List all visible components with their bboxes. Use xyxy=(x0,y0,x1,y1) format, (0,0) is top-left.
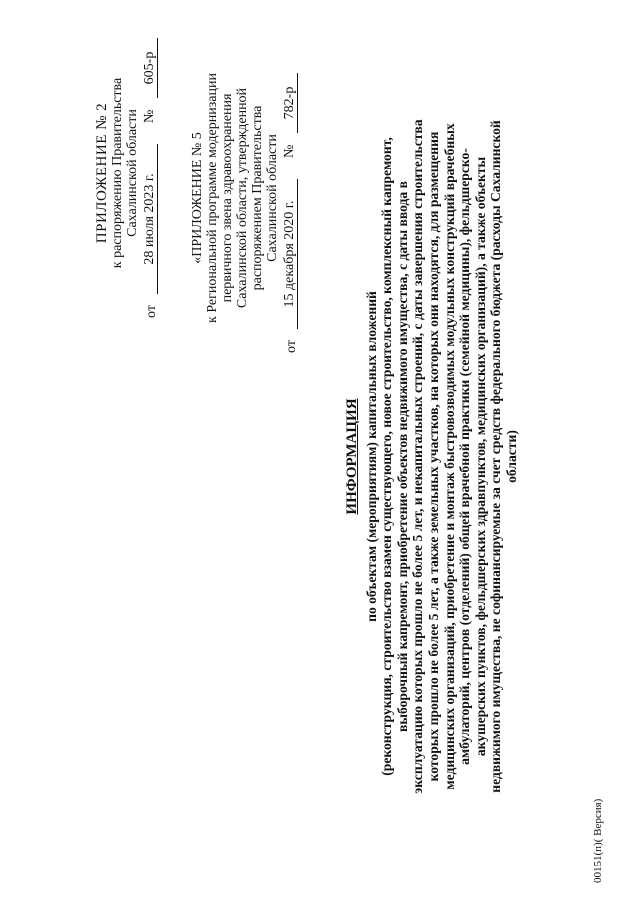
information-block xyxy=(345,0,520,913)
from-label: от xyxy=(144,305,159,318)
information-line: медицинских организаций, приобретение и монтаж быстровозводимых модульных конструкций врачебных xyxy=(441,123,457,790)
appendix-5-line: Сахалинской области, утвержденной xyxy=(235,87,250,309)
appendix-5-signature-row xyxy=(282,43,300,353)
appendix-5-line: первичного звена здравоохранения xyxy=(220,93,235,303)
appendix-2-header xyxy=(95,28,160,318)
information-line: амбулаторий, центров (отделений) общей врачебной практики (семейной медицины), фельдшерско- xyxy=(457,148,473,765)
information-line: (реконструкция, строительство взамен существующего, новое строительство, комплексный капремонт, xyxy=(379,137,395,776)
appendix-5-date: 15 декабря 2020 г. xyxy=(282,179,298,329)
information-line: по объектам (мероприятиям) капитальных вложений xyxy=(363,291,379,622)
appendix-5-line: распоряжением Правительства xyxy=(250,105,265,291)
appendix-2-date: 28 июля 2023 г. xyxy=(142,144,158,294)
appendix-2-title: ПРИЛОЖЕНИЕ № 2 xyxy=(94,102,110,244)
from-label: от xyxy=(284,340,299,353)
information-line: которых прошло не более 5 лет, а также земельных участков, на которых они находятся, для размещения xyxy=(425,131,441,782)
appendix-5-number: 782-р xyxy=(282,73,298,133)
appendix-2-line: к распоряжению Правительства xyxy=(110,77,125,269)
appendix-2-signature-row xyxy=(142,28,160,318)
information-line: области) xyxy=(503,430,519,483)
information-heading: ИНФОРМАЦИЯ xyxy=(344,398,360,515)
information-line: акушерских пунктов, фельдшерских здравпунктов, медицинских организаций), а также объекты xyxy=(472,156,488,757)
document-code: 00151(п)( Версия) xyxy=(592,798,604,883)
appendix-2-number: 605-р xyxy=(142,38,158,98)
appendix-5-line: Сахалинской области xyxy=(265,134,280,262)
information-line: недвижимого имущества, не софинансируемые за счет средств федерального бюджета (расходы Сахалинской xyxy=(488,120,504,793)
number-sign: № xyxy=(282,144,297,158)
appendix-5-header xyxy=(190,43,300,353)
appendix-5-title: «ПРИЛОЖЕНИЕ № 5 xyxy=(190,132,205,264)
information-line: эксплуатацию которых прошло не более 5 лет, и некапитальных строений, с даты завершения строительства xyxy=(410,119,426,794)
appendix-2-line: Сахалинской области xyxy=(125,109,140,237)
information-line: выборочный капремонт, приобретение объектов недвижимого имущества, с даты ввода в xyxy=(394,181,410,732)
number-sign: № xyxy=(142,109,157,123)
appendix-5-line: к Региональной программе модернизации xyxy=(205,73,220,323)
